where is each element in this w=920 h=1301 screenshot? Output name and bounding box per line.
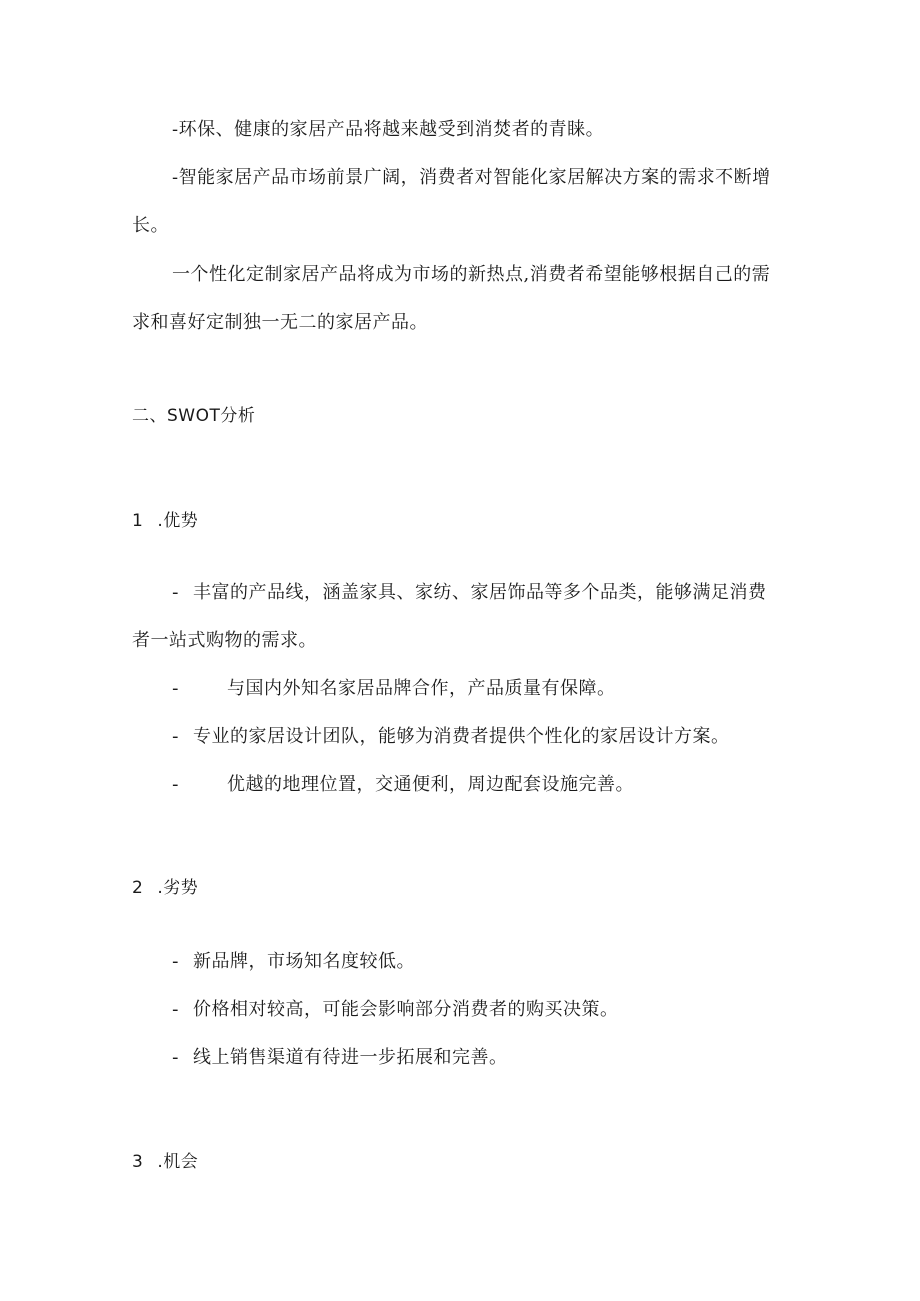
list-item-text: 新品牌，市场知名度较低。 xyxy=(193,951,415,972)
strength-item-product-line-cont: 者一站式购物的需求。 xyxy=(132,630,317,651)
strength-item-product-line xyxy=(172,581,767,605)
subsection-strengths-heading xyxy=(132,509,198,533)
list-item-text: 优越的地理位置，交通便利，周边配套设施完善。 xyxy=(227,774,634,795)
weakness-item-new-brand xyxy=(172,950,415,974)
intro-bullet-custom-cont: 求和喜好定制独一无二的家居产品。 xyxy=(132,312,428,333)
subsection-number: 2 xyxy=(132,878,144,898)
list-item-text: 价格相对较高，可能会影响部分消费者的购买决策。 xyxy=(193,999,619,1020)
strength-item-brand-partner xyxy=(172,677,616,701)
subsection-number: 1 xyxy=(132,511,144,531)
list-item-text: 与国内外知名家居品牌合作，产品质量有保障。 xyxy=(227,678,616,699)
strength-item-design-team xyxy=(172,725,730,749)
bullet-dash: - xyxy=(172,582,179,603)
intro-bullet-custom: 一个性化定制家居产品将成为市场的新热点,消费者希望能够根据自己的需 xyxy=(172,264,771,285)
subsection-title: .机会 xyxy=(157,1152,199,1172)
bullet-dash: - xyxy=(172,1047,179,1068)
bullet-dash: - xyxy=(172,999,179,1020)
subsection-title: .优势 xyxy=(157,511,199,531)
intro-bullet-eco: -环保、健康的家居产品将越来越受到消焚者的青睐。 xyxy=(172,119,605,140)
subsection-opportunities-heading xyxy=(132,1150,198,1174)
bullet-dash: - xyxy=(172,951,179,972)
section-title-swot: 二、SWOT分析 xyxy=(132,406,256,426)
strength-item-location xyxy=(172,773,634,797)
list-item-text: 线上销售渠道有待进一步拓展和完善。 xyxy=(193,1047,508,1068)
bullet-dash: - xyxy=(172,726,179,747)
bullet-dash: - xyxy=(172,678,179,699)
intro-bullet-smart-cont: 长。 xyxy=(132,215,169,236)
weakness-item-online-channel xyxy=(172,1046,508,1070)
list-item-text: 丰富的产品线，涵盖家具、家纺、家居饰品等多个品类，能够满足消费 xyxy=(193,582,767,603)
bullet-dash: - xyxy=(172,774,179,795)
subsection-number: 3 xyxy=(132,1152,144,1172)
intro-bullet-smart: -智能家居产品市场前景广阔，消费者对智能化家居解决方案的需求不断增 xyxy=(172,167,771,188)
subsection-weaknesses-heading xyxy=(132,876,198,900)
weakness-item-price xyxy=(172,998,619,1022)
subsection-title: .劣势 xyxy=(157,878,199,898)
list-item-text: 专业的家居设计团队，能够为消费者提供个性化的家居设计方案。 xyxy=(193,726,730,747)
